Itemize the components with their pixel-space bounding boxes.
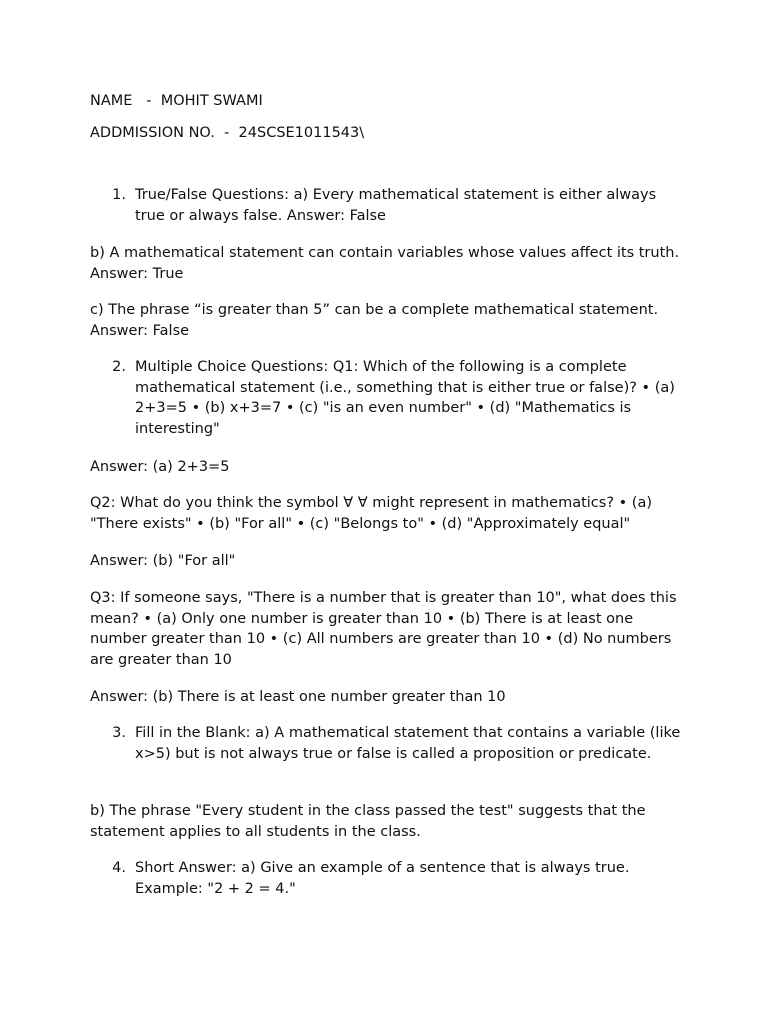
admission-number-line: ADDMISSION NO. - 24SCSE1011543\ (90, 125, 365, 141)
item-text: True/False Questions: a) Every mathematical statement is either always true or always false. Answer: False (135, 187, 657, 224)
paragraph-q3: Q3: If someone says, "There is a number that is greater than 10", what does this mean? • (a) Only one number is greater than 10 • (b) There is at least one number greater than 10 • (c) All numbers are greater than 10 • (d) No numbers are greater than 10 (90, 590, 677, 669)
item-number: 4. (112, 860, 126, 876)
paragraph-q1c: c) The phrase “is greater than 5” can be a complete mathematical statement. Answer: False (90, 302, 659, 339)
paragraph-q3b: b) The phrase "Every student in the class passed the test" suggests that the statement applies to all students in the class. (90, 803, 646, 840)
student-name-line: NAME - MOHIT SWAMI (90, 93, 263, 109)
numbered-item-1 (90, 185, 690, 226)
item-text: Multiple Choice Questions: Q1: Which of the following is a complete mathematical statement (i.e., something that is either true or false)? • (a) 2+3=5 • (b) x+3=7 • (c) "is an even number" • (d) "Mathematics is interesting" (135, 359, 675, 438)
paragraph-q2: Q2: What do you think the symbol ∀ ∀ might represent in mathematics? • (a) "There exists" • (b) "For all" • (c) "Belongs to" • (d) "Approximately equal" (90, 495, 652, 532)
paragraph-answer-3: Answer: (b) There is at least one number greater than 10 (90, 689, 506, 705)
numbered-item-4 (90, 858, 690, 899)
numbered-item-2 (90, 357, 690, 440)
numbered-item-3 (90, 723, 690, 764)
paragraph-q1b: b) A mathematical statement can contain variables whose values affect its truth. Answer: True (90, 245, 680, 282)
item-number: 3. (112, 725, 126, 741)
item-number: 1. (112, 187, 126, 203)
item-text: Short Answer: a) Give an example of a sentence that is always true. Example: "2 + 2 = 4." (135, 860, 630, 897)
item-number: 2. (112, 359, 126, 375)
paragraph-answer-1: Answer: (a) 2+3=5 (90, 459, 230, 475)
paragraph-answer-2: Answer: (b) "For all" (90, 553, 236, 569)
item-text: Fill in the Blank: a) A mathematical statement that contains a variable (like x>5) but is not always true or false is called a proposition or predicate. (135, 725, 681, 762)
